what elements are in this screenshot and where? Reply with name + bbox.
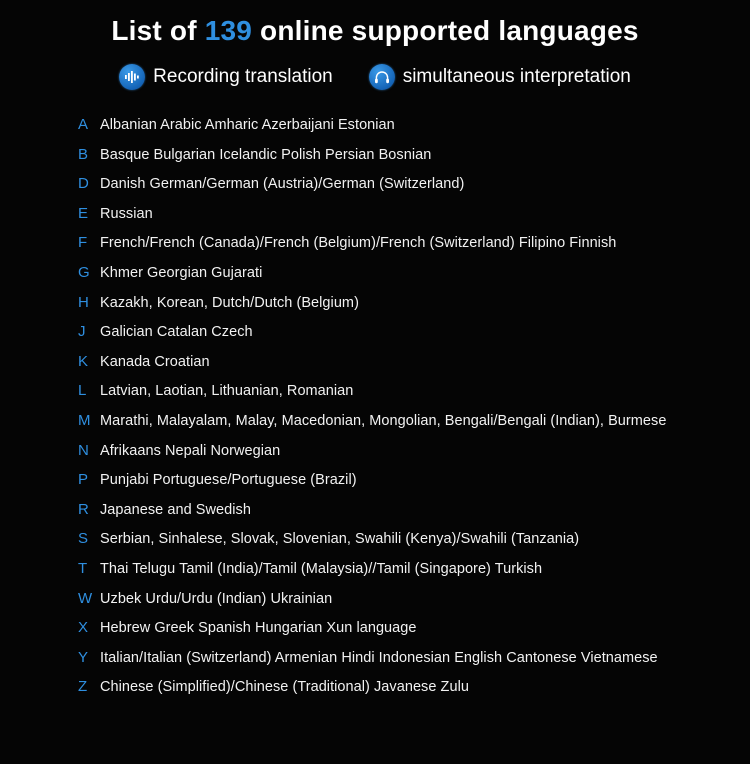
list-item: [78, 678, 730, 708]
list-item: [78, 323, 730, 353]
language-names: Japanese and Swedish: [100, 501, 251, 518]
letter-label: R: [78, 500, 89, 518]
language-list-page: [0, 14, 750, 764]
list-item: [78, 353, 730, 383]
language-names: Afrikaans Nepali Norwegian: [100, 442, 281, 459]
letter-label: H: [78, 293, 89, 311]
letter-label: X: [78, 619, 89, 637]
list-item: [78, 382, 730, 412]
language-names: Basque Bulgarian Icelandic Polish Persian Bosnian: [100, 146, 432, 163]
list-item: [78, 590, 730, 620]
language-count: 139: [204, 15, 253, 46]
list-item: [78, 530, 730, 560]
mode-recording-translation: [119, 64, 333, 90]
list-item: [78, 294, 730, 324]
letter-label: Z: [78, 678, 88, 696]
letter-label: S: [78, 530, 89, 548]
language-names: Danish German/German (Austria)/German (Switzerland): [100, 176, 465, 193]
letter-label: L: [78, 382, 87, 400]
mode-simultaneous-interpretation-label: simultaneous interpretation: [402, 66, 631, 87]
list-item: [78, 234, 730, 264]
language-names: Latvian, Laotian, Lithuanian, Romanian: [100, 383, 354, 400]
title-suffix: online supported languages: [252, 15, 639, 46]
list-item: [78, 146, 730, 176]
list-item: [78, 205, 730, 235]
title-prefix: List of: [111, 15, 205, 46]
language-names: Russian: [100, 205, 153, 222]
letter-label: J: [78, 323, 86, 341]
list-item: [78, 175, 730, 205]
list-item: [78, 501, 730, 531]
letter-label: N: [78, 441, 89, 459]
language-names: Khmer Georgian Gujarati: [100, 264, 263, 281]
waveform-icon: [119, 64, 145, 90]
letter-label: W: [78, 589, 93, 607]
language-names: Punjabi Portuguese/Portuguese (Brazil): [100, 472, 357, 489]
language-names: Chinese (Simplified)/Chinese (Traditional) Javanese Zulu: [100, 679, 469, 696]
letter-label: Y: [78, 648, 89, 666]
letter-label: F: [78, 234, 88, 252]
list-item: [78, 442, 730, 472]
list-item: [78, 560, 730, 590]
language-names: Kazakh, Korean, Dutch/Dutch (Belgium): [100, 294, 359, 311]
language-names: Hebrew Greek Spanish Hungarian Xun language: [100, 620, 417, 637]
letter-label: M: [78, 411, 91, 429]
letter-label: T: [78, 559, 88, 577]
language-names: French/French (Canada)/French (Belgium)/French (Switzerland) Filipino Finnish: [100, 235, 617, 252]
language-names: Uzbek Urdu/Urdu (Indian) Ukrainian: [100, 590, 333, 607]
list-item: [78, 619, 730, 649]
mode-row: [0, 64, 750, 90]
letter-label: D: [78, 175, 89, 193]
list-item: [78, 649, 730, 679]
page-title: [0, 14, 750, 48]
language-names: Serbian, Sinhalese, Slovak, Slovenian, Swahili (Kenya)/Swahili (Tanzania): [100, 531, 580, 548]
language-names: Galician Catalan Czech: [100, 324, 253, 341]
language-names: Kanada Croatian: [100, 353, 210, 370]
letter-label: K: [78, 352, 89, 370]
letter-label: G: [78, 263, 90, 281]
list-item: [78, 264, 730, 294]
letter-label: B: [78, 145, 89, 163]
list-item: [78, 116, 730, 146]
mode-recording-translation-label: Recording translation: [153, 66, 333, 87]
letter-label: P: [78, 471, 89, 489]
language-names: Thai Telugu Tamil (India)/Tamil (Malaysia)//Tamil (Singapore) Turkish: [100, 560, 543, 577]
letter-label: E: [78, 204, 89, 222]
language-names: Albanian Arabic Amharic Azerbaijani Estonian: [100, 117, 395, 133]
language-list: [0, 116, 750, 708]
language-names: Italian/Italian (Switzerland) Armenian Hindi Indonesian English Cantonese Vietnamese: [100, 649, 658, 666]
language-names: Marathi, Malayalam, Malay, Macedonian, Mongolian, Bengali/Bengali (Indian), Burmese: [100, 412, 667, 429]
list-item: [78, 412, 730, 442]
headset-icon: [369, 64, 395, 90]
letter-label: A: [78, 116, 89, 133]
mode-simultaneous-interpretation: [369, 64, 631, 90]
list-item: [78, 471, 730, 501]
